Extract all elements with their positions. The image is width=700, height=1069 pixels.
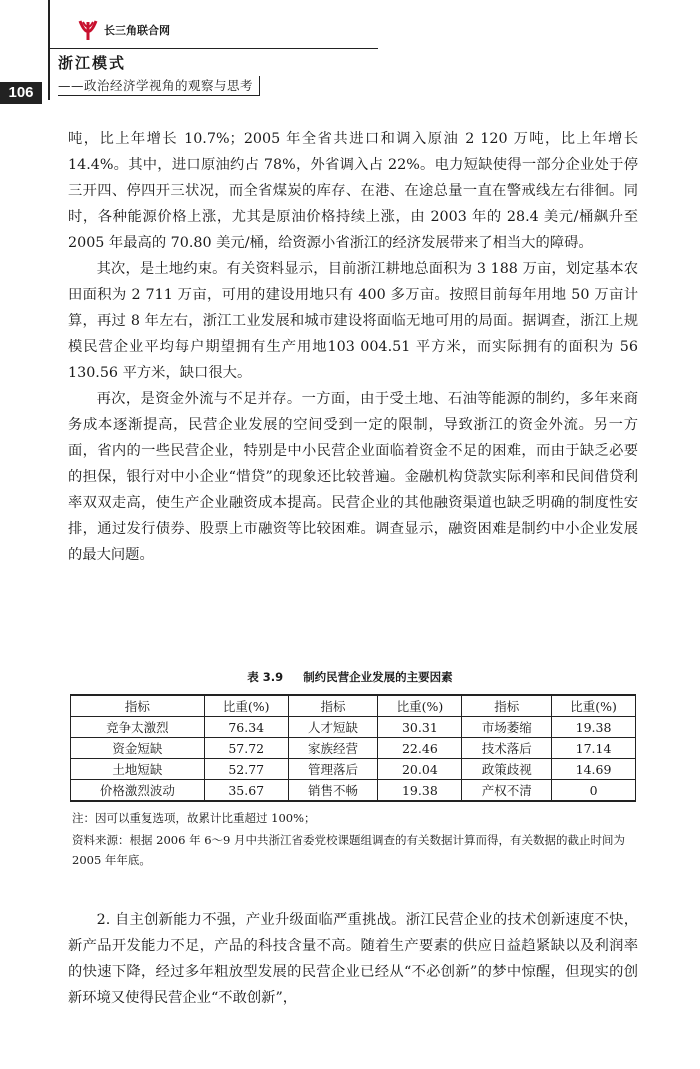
- table-row: [71, 759, 636, 780]
- table-cell: 土地短缺: [71, 759, 205, 780]
- table-cell: 人才短缺: [288, 717, 378, 738]
- table-cell: 14.69: [552, 759, 636, 780]
- table-header-cell: 指标: [462, 695, 552, 717]
- table-header-cell: 指标: [288, 695, 378, 717]
- table-cell: 76.34: [204, 717, 288, 738]
- table-row: [71, 780, 636, 802]
- table-header-cell: 指标: [71, 695, 205, 717]
- table-cell: 52.77: [204, 759, 288, 780]
- table-cell: 价格激烈波动: [71, 780, 205, 802]
- logo-text: 长三角联合网: [104, 24, 170, 37]
- table-cell: 产权不清: [462, 780, 552, 802]
- book-title: 浙江模式: [58, 54, 127, 72]
- table-cell: 35.67: [204, 780, 288, 802]
- table-cell: 资金短缺: [71, 738, 205, 759]
- paragraph-4: 2. 自主创新能力不强，产业升级面临严重挑战。浙江民营企业的技术创新速度不快，新产品开发能力不足，产品的科技含量不高。随着生产要素的供应日益趋紧缺以及利润率的快速下降，经过多年粗放型发展的民营企业已经从“不必创新”的梦中惊醒，但现实的创新环境又使得民营企业“不敢创新”，: [68, 912, 638, 1006]
- table-cell: 政策歧视: [462, 759, 552, 780]
- table-cell: 19.38: [552, 717, 636, 738]
- body-text: [68, 126, 638, 568]
- table-header-cell: 比重(%): [552, 695, 636, 717]
- table-cell: 市场萎缩: [462, 717, 552, 738]
- table-caption: [0, 669, 700, 685]
- table-source: 资料来源：根据 2006 年 6～9 月中共浙江省委党校课题组调查的有关数据计算而得，有关数据的截止时间为 2005 年年底。: [72, 833, 626, 867]
- book-subtitle: ——政治经济学视角的观察与思考: [58, 76, 260, 96]
- logo-icon: [76, 18, 100, 42]
- table-number: 表 3.9: [247, 670, 284, 684]
- closing-text: [68, 907, 638, 1011]
- table-cell: 30.31: [378, 717, 462, 738]
- table-header-cell: 比重(%): [204, 695, 288, 717]
- table-row: [71, 738, 636, 759]
- table-cell: 0: [552, 780, 636, 802]
- table-cell: 22.46: [378, 738, 462, 759]
- table-cell: 竞争太激烈: [71, 717, 205, 738]
- header-vertical-rule: [48, 0, 50, 100]
- table-cell: 20.04: [378, 759, 462, 780]
- paragraph-1: 吨，比上年增长 10.7%；2005 年全省共进口和调入原油 2 120 万吨，比上年增长 14.4%。其中，进口原油约占 78%，外省调入占 22%。电力短缺使得一部分企业处于停三开四、停四开三状况，而全省煤炭的库存、在港、在途总量一直在警戒线左右徘徊。同时，各种能源价格上涨，尤其是原油价格持续上涨，由 2003 年的 28.4 美元/桶飙升至 2005 年最高的 70.80 美元/桶，给资源小省浙江的经济发展带来了相当大的障碍。: [68, 131, 638, 251]
- table-header-row: [71, 695, 636, 717]
- table-title: 制约民营企业发展的主要因素: [303, 670, 453, 684]
- table-cell: 17.14: [552, 738, 636, 759]
- factors-table: [70, 694, 636, 802]
- table-note: 注：因可以重复选项，故累计比重超过 100%；: [72, 811, 316, 825]
- table-cell: 管理落后: [288, 759, 378, 780]
- table-header-cell: 比重(%): [378, 695, 462, 717]
- header-horizontal-rule: [48, 48, 378, 49]
- table-cell: 销售不畅: [288, 780, 378, 802]
- table-cell: 家族经营: [288, 738, 378, 759]
- table-cell: 技术落后: [462, 738, 552, 759]
- table-cell: 57.72: [204, 738, 288, 759]
- table-row: [71, 717, 636, 738]
- paragraph-2: 其次，是土地约束。有关资料显示，目前浙江耕地总面积为 3 188 万亩，划定基本农田面积为 2 711 万亩，可用的建设用地只有 400 多万亩。按照目前每年用地 50 万亩计算，再过 8 年左右，浙江工业发展和城市建设将面临无地可用的局面。据调查，浙江上规模民营企业平均每户期望拥有生产用地103 004.51 平方米，而实际拥有的面积为 56 130.56 平方米，缺口很大。: [68, 261, 638, 381]
- site-logo: [76, 18, 170, 42]
- table-cell: 19.38: [378, 780, 462, 802]
- paragraph-3: 再次，是资金外流与不足并存。一方面，由于受土地、石油等能源的制约，多年来商务成本逐渐提高，民营企业发展的空间受到一定的限制，导致浙江的资金外流。另一方面，省内的一些民营企业，特别是中小民营企业面临着资金不足的困难，而由于缺乏必要的担保，银行对中小企业“惜贷”的现象还比较普遍。金融机构贷款实际利率和民间借贷利率双双走高，使生产企业融资成本提高。民营企业的其他融资渠道也缺乏明确的制度性安排，通过发行债券、股票上市融资等比较困难。调查显示，融资困难是制约中小企业发展的最大问题。: [68, 391, 638, 563]
- page-number: 106: [0, 82, 42, 104]
